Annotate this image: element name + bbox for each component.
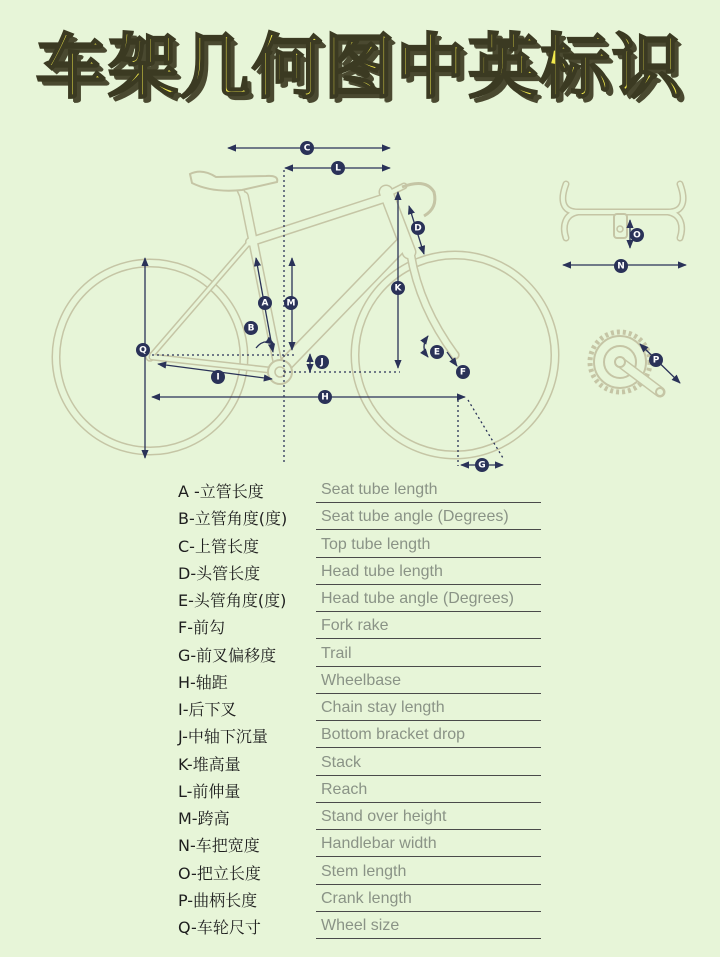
- legend-en-label: Head tube angle (Degrees): [316, 587, 541, 612]
- marker-h: [318, 390, 332, 404]
- marker-p: [649, 353, 663, 367]
- legend-zh-label: L-前伸量: [178, 781, 241, 801]
- legend-en-label: Top tube length: [316, 533, 541, 558]
- marker-f: [456, 365, 470, 379]
- legend-row: [0, 832, 720, 859]
- legend-zh-label: N-车把宽度: [178, 836, 260, 856]
- legend-en-label: Wheel size: [316, 914, 541, 939]
- legend-zh-label: E-头管角度(度): [178, 591, 287, 610]
- legend-row: [0, 614, 720, 641]
- legend-en-label: Stand over height: [316, 805, 541, 830]
- marker-f-label: F: [459, 367, 467, 378]
- legend-row: [0, 887, 720, 914]
- legend-zh-label: J-中轴下沉量: [178, 727, 268, 747]
- marker-l-label: L: [335, 163, 341, 174]
- handlebar-top-view: [563, 184, 686, 265]
- legend-en-label: Handlebar width: [316, 832, 541, 857]
- legend-zh-label: M-跨高: [178, 809, 230, 828]
- bottom-bracket: [268, 360, 292, 384]
- marker-h-label: H: [321, 392, 329, 403]
- legend-en-label: Seat tube length: [316, 478, 541, 503]
- marker-c: [300, 141, 314, 155]
- marker-j: [315, 355, 329, 369]
- legend-en-label: Wheelbase: [316, 669, 541, 694]
- marker-e-label: E: [433, 347, 441, 358]
- legend-zh-label: I-后下叉: [178, 700, 237, 719]
- marker-n-label: N: [617, 261, 625, 272]
- marker-c-label: C: [303, 143, 311, 154]
- marker-p-label: P: [652, 355, 660, 366]
- marker-o-label: O: [633, 230, 641, 241]
- legend-zh-label: A -立管长度: [178, 482, 264, 501]
- handlebar-side: [402, 183, 435, 216]
- legend-row: [0, 478, 720, 505]
- legend-row: [0, 778, 720, 805]
- legend-row: [0, 805, 720, 832]
- legend-zh-label: K-堆高量: [178, 754, 241, 774]
- legend-row: [0, 914, 720, 941]
- legend-en-label: Stack: [316, 751, 541, 776]
- marker-g: [475, 458, 489, 472]
- marker-m: [284, 296, 298, 310]
- legend-row: [0, 696, 720, 723]
- page-title: 车架几何图中英标识: [36, 26, 684, 108]
- marker-o: [630, 228, 644, 242]
- legend-row: [0, 642, 720, 669]
- legend-en-label: Trail: [316, 642, 541, 667]
- legend-zh-label: C-上管长度: [178, 536, 259, 556]
- legend-zh-label: O-把立长度: [178, 863, 261, 883]
- legend-en-label: Fork rake: [316, 614, 541, 639]
- marker-k: [391, 281, 405, 295]
- legend-en-label: Stem length: [316, 860, 541, 885]
- marker-l: [331, 161, 345, 175]
- marker-b: [244, 321, 258, 335]
- legend-zh-label: H-轴距: [178, 672, 228, 692]
- marker-b-label: B: [247, 323, 255, 334]
- marker-a: [258, 296, 272, 310]
- legend-row: [0, 860, 720, 887]
- dimension-lines: [145, 148, 503, 466]
- marker-g-label: G: [478, 460, 486, 471]
- legend-zh-label: Q-车轮尺寸: [178, 918, 261, 937]
- legend-en-label: Crank length: [316, 887, 541, 912]
- marker-q: [136, 343, 150, 357]
- marker-i: [211, 370, 225, 384]
- legend-list: [0, 478, 720, 941]
- marker-q-label: Q: [139, 345, 147, 356]
- marker-n: [614, 259, 628, 273]
- marker-k-label: K: [394, 283, 402, 294]
- legend-en-label: Bottom bracket drop: [316, 723, 541, 748]
- crankset: [590, 332, 680, 396]
- marker-e: [430, 345, 444, 359]
- marker-j-label: J: [320, 357, 324, 368]
- legend-row: [0, 587, 720, 614]
- marker-m-label: M: [286, 298, 296, 309]
- saddle: [190, 172, 277, 191]
- marker-a-label: A: [261, 298, 269, 309]
- legend-en-label: Seat tube angle (Degrees): [316, 505, 541, 530]
- legend-zh-label: D-头管长度: [178, 563, 261, 583]
- legend-row: [0, 560, 720, 587]
- legend-zh-label: F-前勾: [178, 618, 225, 638]
- legend-en-label: Head tube length: [316, 560, 541, 585]
- marker-d: [411, 221, 425, 235]
- legend-en-label: Chain stay length: [316, 696, 541, 721]
- marker-d-label: D: [414, 223, 422, 234]
- legend-row: [0, 505, 720, 532]
- legend-row: [0, 669, 720, 696]
- legend-en-label: Reach: [316, 778, 541, 803]
- legend-zh-label: P-曲柄长度: [178, 890, 258, 910]
- legend-zh-label: B-立管角度(度): [178, 509, 288, 529]
- legend-zh-label: G-前叉偏移度: [178, 645, 277, 665]
- bicycle-drawing: [56, 172, 555, 455]
- marker-i-label: I: [216, 372, 220, 383]
- legend-row: [0, 751, 720, 778]
- legend-row: [0, 723, 720, 750]
- legend-row: [0, 533, 720, 560]
